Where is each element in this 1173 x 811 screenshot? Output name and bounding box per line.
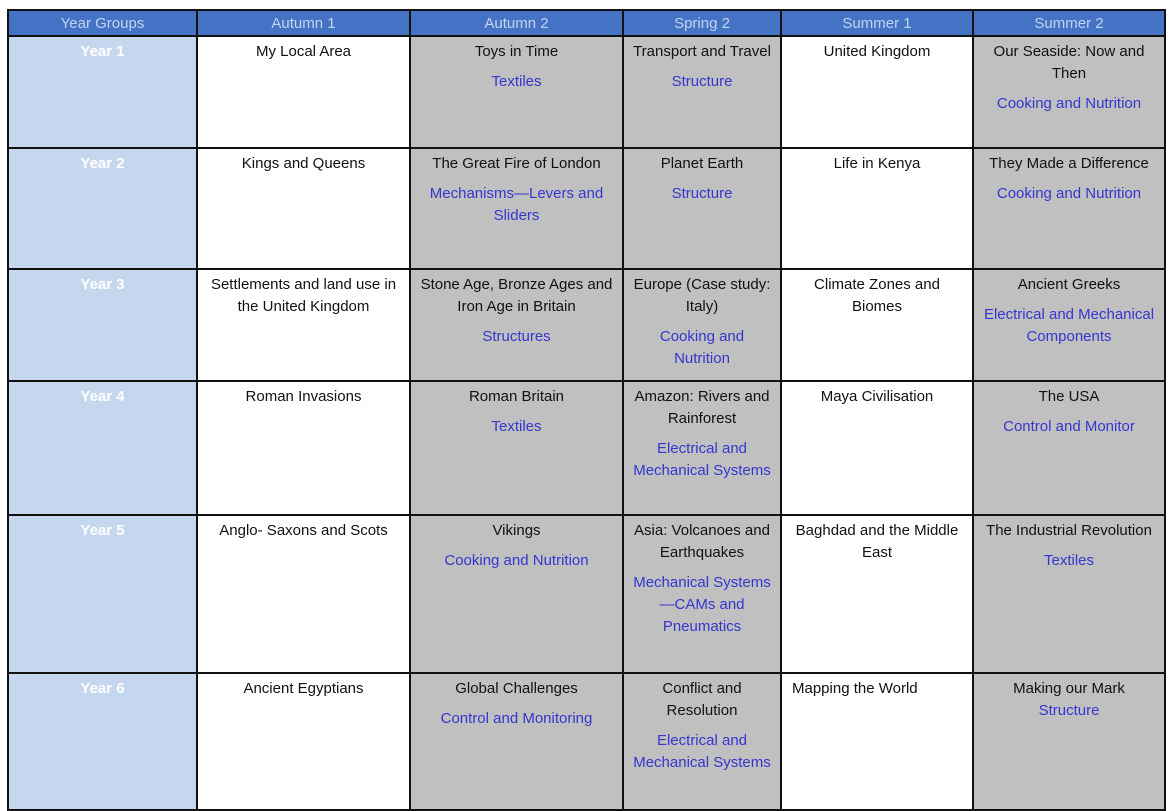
summer2-topic: Making our Mark bbox=[1013, 680, 1125, 697]
spring2-topic: Planet Earth bbox=[660, 155, 744, 172]
autumn2-cell bbox=[410, 515, 623, 673]
summer1-cell bbox=[781, 36, 973, 148]
autumn1-cell bbox=[197, 36, 410, 148]
summer2-topic: The USA bbox=[1038, 388, 1100, 405]
header-spring-2: Spring 2 bbox=[623, 10, 781, 36]
spring2-dt-focus: Cooking and Nutrition bbox=[659, 328, 745, 367]
summer1-topic: Mapping the World bbox=[792, 680, 918, 697]
autumn1-topic: Roman Invasions bbox=[245, 388, 362, 405]
autumn1-cell bbox=[197, 269, 410, 381]
autumn2-topic: Stone Age, Bronze Ages and Iron Age in Britain bbox=[420, 276, 613, 315]
summer2-dt-focus: Cooking and Nutrition bbox=[996, 95, 1142, 112]
summer1-topic: Baghdad and the Middle East bbox=[795, 522, 959, 561]
spring2-topic: Conflict and Resolution bbox=[662, 680, 742, 719]
summer2-topic: Ancient Greeks bbox=[1017, 276, 1121, 293]
autumn2-dt-focus: Structures bbox=[482, 328, 551, 345]
autumn2-dt-focus: Cooking and Nutrition bbox=[444, 552, 589, 569]
autumn2-cell bbox=[410, 381, 623, 515]
autumn2-dt-focus: Textiles bbox=[491, 418, 542, 435]
autumn2-cell bbox=[410, 673, 623, 810]
spring2-topic: Europe (Case study: Italy) bbox=[633, 276, 771, 315]
year-label: Year 6 bbox=[8, 673, 197, 810]
autumn1-cell bbox=[197, 673, 410, 810]
header-summer-1: Summer 1 bbox=[781, 10, 973, 36]
autumn2-topic: Vikings bbox=[492, 522, 541, 539]
summer2-cell bbox=[973, 673, 1165, 810]
spring2-dt-focus: Structure bbox=[671, 73, 733, 90]
autumn1-cell bbox=[197, 515, 410, 673]
table-row bbox=[8, 148, 1165, 269]
table-row bbox=[8, 381, 1165, 515]
summer2-cell bbox=[973, 515, 1165, 673]
spring2-cell bbox=[623, 515, 781, 673]
autumn2-dt-focus: Mechanisms—Levers and Sliders bbox=[429, 185, 604, 224]
autumn2-dt-focus: Control and Monitoring bbox=[440, 710, 593, 727]
spring2-dt-focus: Structure bbox=[671, 185, 733, 202]
summer2-topic: The Industrial Revolution bbox=[986, 522, 1152, 539]
autumn2-dt-focus: Textiles bbox=[491, 73, 542, 90]
summer2-topic: Our Seaside: Now and Then bbox=[993, 43, 1145, 82]
autumn2-cell bbox=[410, 269, 623, 381]
summer2-dt-focus: Textiles bbox=[1043, 552, 1095, 569]
header-row bbox=[8, 10, 1165, 36]
header-year-groups: Year Groups bbox=[8, 10, 197, 36]
autumn2-cell bbox=[410, 36, 623, 148]
summer1-topic: Maya Civilisation bbox=[820, 388, 934, 405]
summer1-topic: Life in Kenya bbox=[833, 155, 921, 172]
summer1-cell bbox=[781, 381, 973, 515]
autumn1-topic: Kings and Queens bbox=[241, 155, 366, 172]
autumn2-topic: The Great Fire of London bbox=[432, 155, 601, 172]
summer2-dt-focus: Cooking and Nutrition bbox=[996, 185, 1142, 202]
autumn1-topic: Anglo- Saxons and Scots bbox=[219, 522, 388, 539]
summer2-dt-focus: Control and Monitor bbox=[1003, 418, 1135, 435]
table-row bbox=[8, 36, 1165, 148]
spring2-dt-focus: Electrical and Mechanical Systems bbox=[633, 732, 771, 771]
autumn1-cell bbox=[197, 148, 410, 269]
autumn2-cell bbox=[410, 148, 623, 269]
header-summer-2: Summer 2 bbox=[973, 10, 1165, 36]
header-autumn-1: Autumn 1 bbox=[197, 10, 410, 36]
spring2-cell bbox=[623, 381, 781, 515]
summer2-topic: They Made a Difference bbox=[989, 155, 1149, 172]
curriculum-table bbox=[7, 9, 1166, 811]
summer2-dt-focus: Electrical and Mechanical Components bbox=[983, 306, 1155, 345]
header-autumn-2: Autumn 2 bbox=[410, 10, 623, 36]
spring2-topic: Asia: Volcanoes and Earthquakes bbox=[634, 522, 770, 561]
summer2-cell bbox=[973, 36, 1165, 148]
autumn1-topic: Ancient Egyptians bbox=[243, 680, 364, 697]
autumn2-topic: Global Challenges bbox=[455, 680, 578, 697]
spring2-dt-focus: Electrical and Mechanical Systems bbox=[633, 440, 771, 479]
summer2-dt-focus: Structure bbox=[1038, 702, 1100, 719]
autumn1-topic: My Local Area bbox=[255, 43, 352, 60]
summer1-cell bbox=[781, 269, 973, 381]
summer2-cell bbox=[973, 381, 1165, 515]
spring2-dt-focus: Mechanical Systems—CAMs and Pneumatics bbox=[633, 574, 771, 635]
summer1-topic: Climate Zones and Biomes bbox=[814, 276, 940, 315]
autumn1-cell bbox=[197, 381, 410, 515]
table-row bbox=[8, 515, 1165, 673]
autumn2-topic: Toys in Time bbox=[474, 43, 559, 60]
table-row bbox=[8, 673, 1165, 810]
year-label: Year 2 bbox=[8, 148, 197, 269]
summer2-cell bbox=[973, 269, 1165, 381]
spring2-cell bbox=[623, 269, 781, 381]
spring2-cell bbox=[623, 673, 781, 810]
summer2-cell bbox=[973, 148, 1165, 269]
year-label: Year 4 bbox=[8, 381, 197, 515]
table-row bbox=[8, 269, 1165, 381]
summer1-cell bbox=[781, 148, 973, 269]
autumn2-topic: Roman Britain bbox=[468, 388, 565, 405]
year-label: Year 1 bbox=[8, 36, 197, 148]
summer1-cell bbox=[781, 515, 973, 673]
year-label: Year 3 bbox=[8, 269, 197, 381]
year-label: Year 5 bbox=[8, 515, 197, 673]
autumn1-topic: Settlements and land use in the United Kingdom bbox=[210, 276, 397, 315]
spring2-cell bbox=[623, 36, 781, 148]
spring2-cell bbox=[623, 148, 781, 269]
summer1-cell bbox=[781, 673, 973, 810]
summer1-topic: United Kingdom bbox=[823, 43, 931, 60]
spring2-topic: Amazon: Rivers and Rainforest bbox=[634, 388, 770, 427]
spring2-topic: Transport and Travel bbox=[633, 43, 771, 60]
